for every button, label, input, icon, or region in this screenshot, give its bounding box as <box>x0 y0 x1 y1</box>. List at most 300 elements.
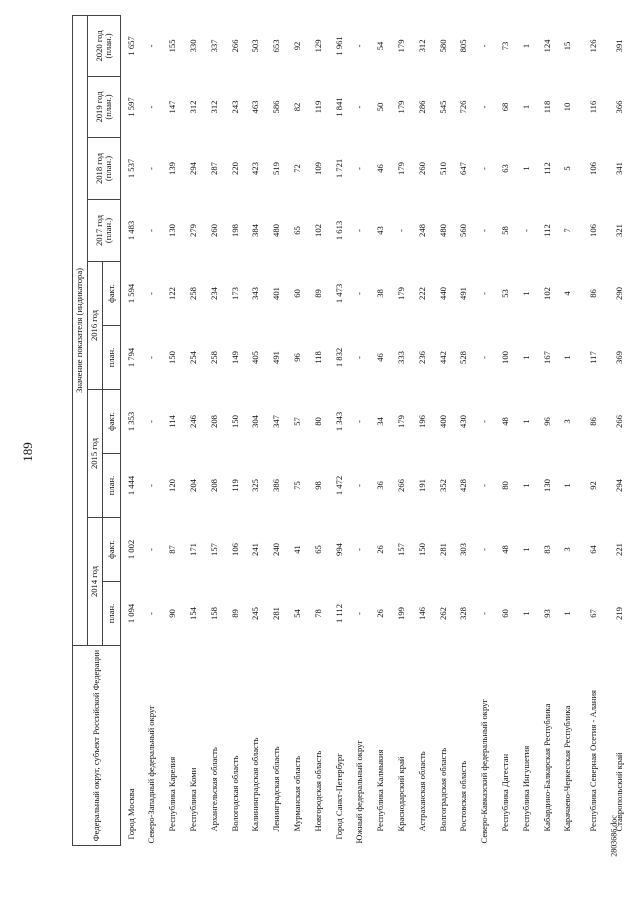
cell: 312 <box>416 39 427 53</box>
cell: 1 961 <box>333 36 344 56</box>
cell: 400 <box>437 415 448 428</box>
cell: 65 <box>312 545 323 554</box>
cell: 1 <box>562 355 573 360</box>
cell: 179 <box>396 162 407 175</box>
row-name: Республика Ингушетия <box>520 745 531 832</box>
cell: 75 <box>292 481 303 490</box>
cell: - <box>479 420 490 423</box>
cell: 150 <box>416 543 427 556</box>
cell: - <box>354 484 365 487</box>
cell: - <box>396 229 407 232</box>
header-subject: Федеральный округ, субъект Российской Федерации <box>73 646 121 846</box>
cell: 154 <box>188 607 199 620</box>
cell: 1 597 <box>121 77 142 138</box>
cell: 294 <box>188 162 199 175</box>
cell: 241 <box>250 543 261 556</box>
cell: 179 <box>396 287 407 300</box>
cell: 157 <box>396 543 407 556</box>
cell: 34 <box>375 417 386 426</box>
table-row <box>287 15 308 845</box>
row-name: Южный федеральный округ <box>354 740 365 844</box>
cell: 116 <box>588 100 599 114</box>
cell: 204 <box>188 479 199 492</box>
row-name: Республика Дагестан <box>500 753 511 832</box>
row-name: Волгоградская область <box>437 747 448 832</box>
row-name: Город Москва <box>121 646 142 846</box>
cell: 480 <box>437 224 448 237</box>
cell: 510 <box>437 162 448 175</box>
cell: 428 <box>458 479 469 492</box>
header-plan: план. <box>103 326 121 390</box>
cell: 266 <box>229 39 240 53</box>
cell: 122 <box>167 287 178 300</box>
cell: 60 <box>500 609 511 618</box>
cell: 234 <box>208 287 219 300</box>
cell: 117 <box>588 351 599 364</box>
table-row <box>267 15 288 845</box>
cell: 78 <box>312 609 323 618</box>
cell: 369 <box>614 351 625 364</box>
cell: 208 <box>208 415 219 428</box>
cell: 440 <box>437 287 448 300</box>
cell: - <box>479 292 490 295</box>
cell: 167 <box>541 351 552 364</box>
cell: 1 657 <box>121 15 142 76</box>
cell: 54 <box>375 41 386 51</box>
header-2019: 2019 год (план.) <box>88 77 121 138</box>
cell: 149 <box>229 351 240 364</box>
cell: - <box>354 105 365 109</box>
cell: 102 <box>312 224 323 237</box>
row-name: Архангельская область <box>208 747 219 832</box>
cell: 337 <box>208 39 219 53</box>
cell: 179 <box>396 39 407 53</box>
cell: 1 343 <box>333 411 344 432</box>
cell: 260 <box>208 224 219 237</box>
cell: 86 <box>588 289 599 298</box>
header-fact: факт. <box>103 262 121 326</box>
cell: 150 <box>229 415 240 428</box>
table-row <box>225 15 246 845</box>
header-indicator: Значение показателя (индикатора) <box>73 15 88 645</box>
table-header <box>73 15 121 845</box>
table-row <box>454 15 475 845</box>
cell: 41 <box>292 545 303 554</box>
row-name: Астраханская область <box>416 751 427 832</box>
row-name: Республика Коми <box>188 767 199 832</box>
cell: 391 <box>614 39 625 53</box>
cell: 258 <box>208 351 219 364</box>
cell: 112 <box>541 224 552 237</box>
cell: 179 <box>396 100 407 114</box>
cell: 1 112 <box>333 603 344 624</box>
row-name: Калининградская область <box>250 737 261 832</box>
cell: 343 <box>250 287 261 300</box>
document-code: 2803686.doc <box>609 815 619 857</box>
cell: 1 <box>520 547 531 552</box>
cell: 304 <box>250 415 261 428</box>
cell: - <box>146 167 157 170</box>
row-name: Республика Карелия <box>167 756 178 832</box>
header-2016: 2016 год <box>88 262 103 390</box>
cell: 1 <box>520 166 531 171</box>
cell: 333 <box>396 351 407 364</box>
cell: 3 <box>562 547 573 552</box>
header-fact: факт. <box>103 390 121 454</box>
cell: - <box>479 44 490 48</box>
cell: 7 <box>562 228 573 233</box>
cell: 146 <box>416 607 427 620</box>
header-plan: план. <box>103 582 121 646</box>
cell: 90 <box>167 609 178 618</box>
cell: 266 <box>614 415 625 428</box>
cell: 312 <box>208 100 219 114</box>
cell: 1 472 <box>333 475 344 496</box>
cell: 1 <box>520 355 531 360</box>
cell: - <box>146 105 157 109</box>
cell: 158 <box>208 607 219 620</box>
table-row <box>329 15 350 845</box>
cell: 150 <box>167 351 178 364</box>
cell: 171 <box>188 543 199 556</box>
cell: 480 <box>271 224 282 237</box>
cell: - <box>354 167 365 170</box>
cell: 73 <box>500 41 511 51</box>
cell: 366 <box>614 100 625 114</box>
cell: 352 <box>437 479 448 492</box>
cell: 221 <box>614 543 625 556</box>
cell: - <box>146 612 157 615</box>
table-row <box>371 15 392 845</box>
cell: 118 <box>312 351 323 364</box>
cell: 83 <box>541 545 552 554</box>
cell: - <box>479 229 490 232</box>
cell: 119 <box>312 100 323 114</box>
cell: 93 <box>541 609 552 618</box>
cell: 10 <box>562 102 573 112</box>
page-number: 189 <box>20 442 35 462</box>
cell: 294 <box>614 479 625 492</box>
indicator-table <box>72 15 630 846</box>
cell: 1 <box>520 104 531 110</box>
table-row <box>610 15 631 845</box>
header-2014: 2014 год <box>88 518 103 646</box>
cell: - <box>146 44 157 48</box>
table-row <box>204 15 225 845</box>
cell: 57 <box>292 417 303 426</box>
cell: 560 <box>458 224 469 237</box>
cell: 100 <box>500 351 511 364</box>
cell: 198 <box>229 224 240 237</box>
cell: - <box>479 167 490 170</box>
cell: 805 <box>458 39 469 53</box>
table-row <box>579 15 610 845</box>
row-name: Город Санкт-Петербург <box>333 753 344 840</box>
cell: 92 <box>292 41 303 51</box>
cell: 312 <box>188 100 199 114</box>
cell: 580 <box>437 39 448 53</box>
cell: 260 <box>416 162 427 175</box>
cell: 647 <box>458 162 469 175</box>
cell: 63 <box>500 164 511 173</box>
cell: 109 <box>312 162 323 175</box>
cell: - <box>146 484 157 487</box>
header-2017: 2017 год (план.) <box>88 200 121 262</box>
cell: 155 <box>167 39 178 53</box>
cell: 222 <box>416 287 427 300</box>
cell: 173 <box>229 287 240 300</box>
cell: - <box>479 105 490 109</box>
cell: 1 <box>520 419 531 424</box>
cell: 545 <box>437 100 448 114</box>
cell: 139 <box>167 162 178 175</box>
row-name: Республика Северная Осетия - Алания <box>588 690 599 832</box>
cell: 528 <box>458 351 469 364</box>
table-row <box>121 15 142 845</box>
cell: 491 <box>458 287 469 300</box>
cell: 341 <box>614 162 625 175</box>
cell: 330 <box>188 39 199 53</box>
cell: - <box>146 292 157 295</box>
row-name: Ставропольский край <box>614 752 625 832</box>
header-2018: 2018 год (план.) <box>88 138 121 200</box>
table-row <box>308 15 329 845</box>
cell: - <box>354 420 365 423</box>
cell: 328 <box>458 607 469 620</box>
cell: 191 <box>416 479 427 492</box>
table-body <box>121 15 631 845</box>
cell: 325 <box>250 479 261 492</box>
cell: 26 <box>375 609 386 618</box>
cell: - <box>146 420 157 423</box>
cell: 279 <box>188 224 199 237</box>
cell: 124 <box>541 39 552 53</box>
cell: 87 <box>167 545 178 554</box>
cell: 401 <box>271 287 282 300</box>
table-row <box>516 15 537 845</box>
cell: 1 <box>562 611 573 616</box>
cell: 54 <box>292 609 303 618</box>
cell: 58 <box>500 226 511 235</box>
row-name: Северо-Западный федеральный округ <box>146 705 157 844</box>
cell: 65 <box>292 226 303 235</box>
cell: 82 <box>292 102 303 112</box>
cell: 89 <box>229 609 240 618</box>
header-plan: план. <box>103 454 121 518</box>
cell: 1 594 <box>121 262 142 326</box>
cell: 114 <box>167 415 178 428</box>
cell: 248 <box>416 224 427 237</box>
cell: 72 <box>292 164 303 173</box>
cell: 405 <box>250 351 261 364</box>
table-row <box>537 15 558 845</box>
cell: 118 <box>541 100 552 114</box>
cell: 1 444 <box>121 454 142 518</box>
cell: 4 <box>562 291 573 296</box>
cell: 243 <box>229 100 240 114</box>
cell: 130 <box>167 224 178 237</box>
cell: 491 <box>271 351 282 364</box>
header-2015: 2015 год <box>88 390 103 518</box>
cell: - <box>479 548 490 551</box>
cell: 64 <box>588 545 599 554</box>
cell: 157 <box>208 543 219 556</box>
table-row <box>142 15 163 845</box>
cell: 994 <box>333 543 344 556</box>
header-2020: 2020 год (план.) <box>88 15 121 76</box>
cell: 386 <box>271 479 282 492</box>
cell: 281 <box>437 543 448 556</box>
cell: 147 <box>167 100 178 114</box>
cell: 53 <box>500 289 511 298</box>
cell: 262 <box>437 607 448 620</box>
cell: 208 <box>208 479 219 492</box>
row-name: Республика Калмыкия <box>375 749 386 832</box>
cell: - <box>354 229 365 232</box>
cell: 347 <box>271 415 282 428</box>
cell: 1 353 <box>121 390 142 454</box>
cell: 1 <box>520 611 531 616</box>
cell: 196 <box>416 415 427 428</box>
cell: 240 <box>271 543 282 556</box>
cell: 1 <box>520 43 531 49</box>
cell: 1 841 <box>333 97 344 117</box>
row-name: Кабардино-Балкарская Республика <box>541 703 552 832</box>
cell: - <box>354 44 365 48</box>
cell: 245 <box>250 607 261 620</box>
cell: 442 <box>437 351 448 364</box>
cell: 266 <box>396 479 407 492</box>
table-row <box>495 15 516 845</box>
cell: 287 <box>208 162 219 175</box>
cell: 519 <box>271 162 282 175</box>
cell: 80 <box>500 481 511 490</box>
row-name: Карачаево-Черкесская Республика <box>562 705 573 832</box>
row-name: Ростовская область <box>458 760 469 832</box>
cell: 254 <box>188 351 199 364</box>
cell: - <box>479 356 490 359</box>
cell: 1 537 <box>121 138 142 200</box>
cell: 5 <box>562 166 573 171</box>
cell: 321 <box>614 224 625 237</box>
cell: 46 <box>375 353 386 362</box>
cell: 38 <box>375 289 386 298</box>
cell: 92 <box>588 481 599 490</box>
cell: 130 <box>541 479 552 492</box>
cell: 384 <box>250 224 261 237</box>
cell: 199 <box>396 607 407 620</box>
cell: 1 <box>520 291 531 296</box>
cell: 258 <box>188 287 199 300</box>
cell: - <box>146 229 157 232</box>
header-fact: факт. <box>103 518 121 582</box>
row-name: Мурманская область <box>292 755 303 832</box>
table-row <box>246 15 267 845</box>
cell: 303 <box>458 543 469 556</box>
cell: 423 <box>250 162 261 175</box>
cell: 219 <box>614 607 625 620</box>
cell: - <box>146 356 157 359</box>
cell: 586 <box>271 100 282 114</box>
cell: 96 <box>541 417 552 426</box>
cell: 1 002 <box>121 518 142 582</box>
table-row <box>350 15 371 845</box>
table-row <box>183 15 204 845</box>
cell: 1 794 <box>121 326 142 390</box>
cell: 36 <box>375 481 386 490</box>
row-name: Новгородская область <box>312 750 323 832</box>
cell: 98 <box>312 481 323 490</box>
cell: - <box>520 229 531 232</box>
cell: 1 832 <box>333 347 344 368</box>
cell: 1 473 <box>333 283 344 304</box>
cell: 67 <box>588 609 599 618</box>
cell: 50 <box>375 102 386 112</box>
table-row <box>163 15 184 845</box>
cell: 246 <box>188 415 199 428</box>
cell: 281 <box>271 607 282 620</box>
cell: 179 <box>396 415 407 428</box>
table-row <box>475 15 496 845</box>
table-row <box>558 15 579 845</box>
row-name: Вологодская область <box>229 755 240 832</box>
cell: - <box>354 548 365 551</box>
row-name: Краснодарский край <box>396 756 407 832</box>
cell: 286 <box>416 100 427 114</box>
cell: - <box>146 548 157 551</box>
cell: 463 <box>250 100 261 114</box>
row-name: Ленинградская область <box>271 746 282 832</box>
cell: 129 <box>312 39 323 53</box>
cell: 726 <box>458 100 469 114</box>
cell: 430 <box>458 415 469 428</box>
cell: 1 <box>562 483 573 488</box>
cell: 96 <box>292 353 303 362</box>
cell: 112 <box>541 162 552 175</box>
cell: 26 <box>375 545 386 554</box>
cell: 68 <box>500 102 511 112</box>
cell: 48 <box>500 417 511 426</box>
cell: 15 <box>562 41 573 51</box>
table-row <box>433 15 454 845</box>
cell: 290 <box>614 287 625 300</box>
cell: 80 <box>312 417 323 426</box>
cell: 48 <box>500 545 511 554</box>
cell: - <box>354 292 365 295</box>
cell: 86 <box>588 417 599 426</box>
cell: 106 <box>588 162 599 175</box>
cell: 3 <box>562 419 573 424</box>
table-row <box>412 15 433 845</box>
table-row <box>391 15 412 845</box>
cell: 1 483 <box>121 200 142 262</box>
cell: 120 <box>167 479 178 492</box>
cell: 106 <box>229 543 240 556</box>
cell: 1 613 <box>333 220 344 241</box>
cell: 1 094 <box>121 582 142 646</box>
cell: 653 <box>271 39 282 53</box>
cell: 126 <box>588 39 599 53</box>
cell: 89 <box>312 289 323 298</box>
cell: 220 <box>229 162 240 175</box>
row-name: Северо-Кавказский федеральный округ <box>479 699 490 844</box>
cell: - <box>354 612 365 615</box>
cell: 236 <box>416 351 427 364</box>
cell: 43 <box>375 226 386 235</box>
cell: - <box>479 484 490 487</box>
cell: - <box>479 612 490 615</box>
cell: 1 <box>520 483 531 488</box>
